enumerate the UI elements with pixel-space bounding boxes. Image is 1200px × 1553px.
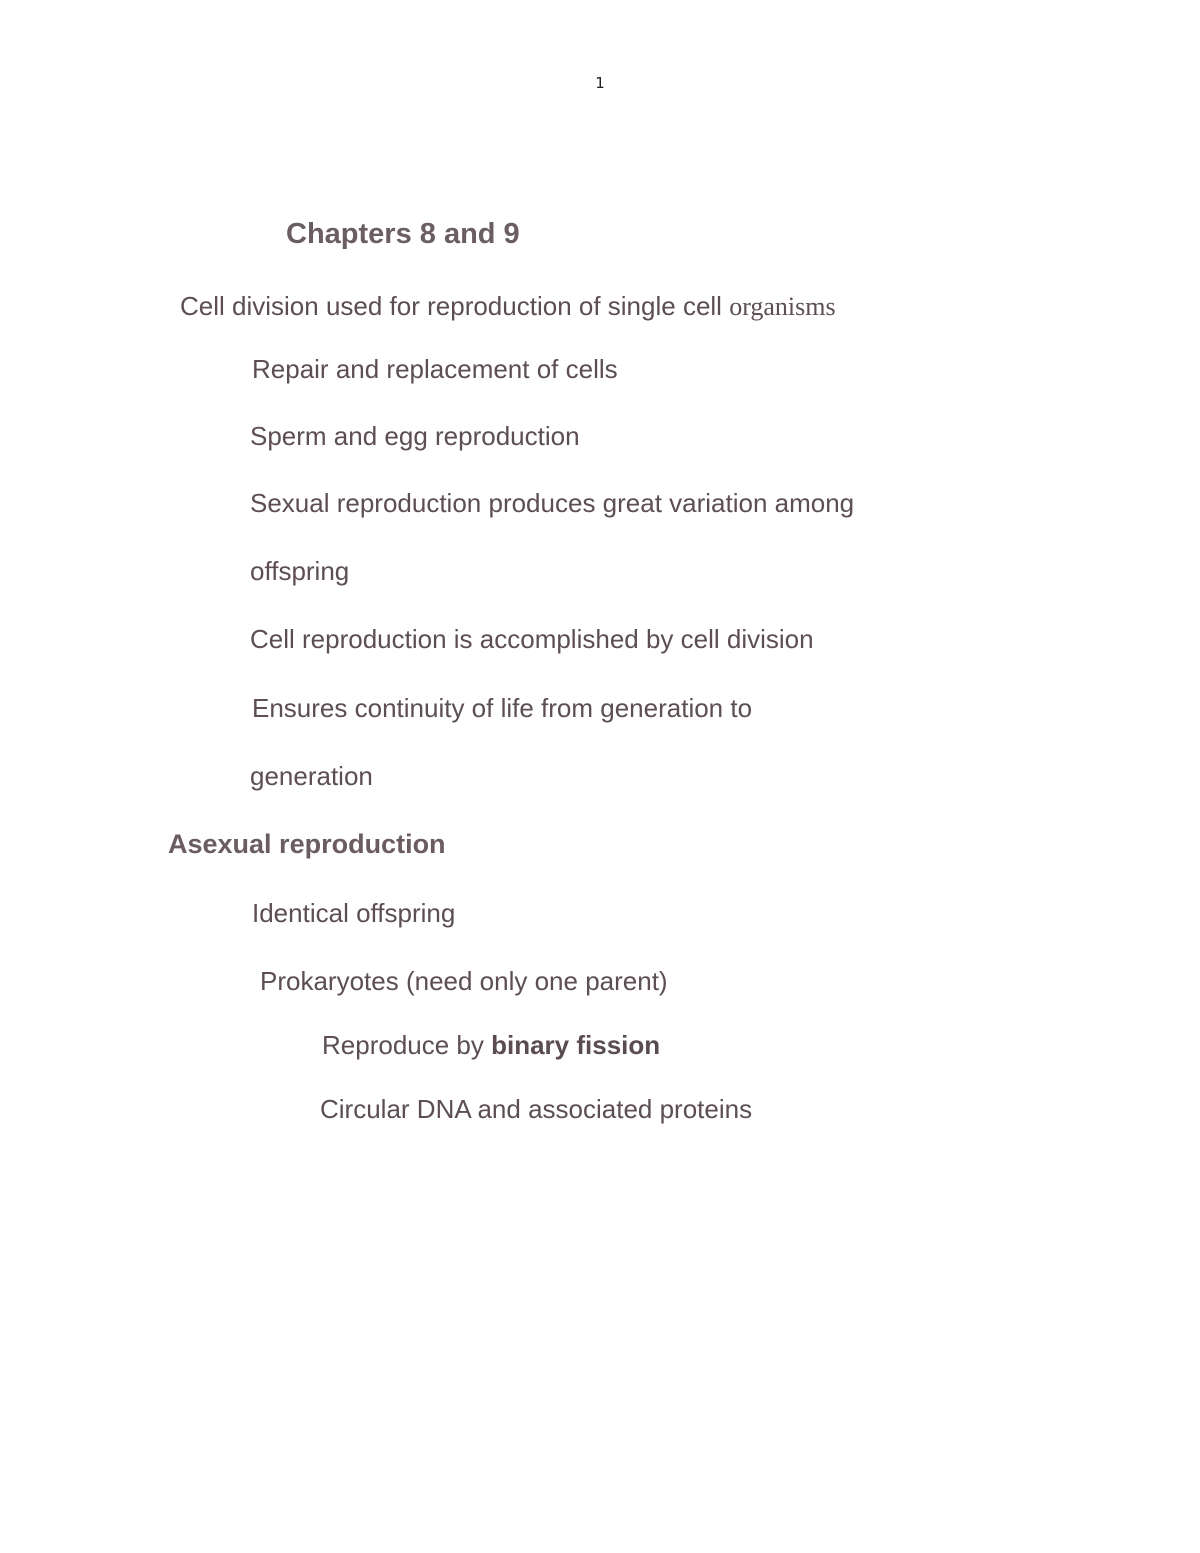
- binary-fission-term: binary fission: [491, 1030, 661, 1060]
- point-cell-division: Cell reproduction is accomplished by cell division: [250, 624, 814, 654]
- point-sperm-egg: Sperm and egg reproduction: [250, 421, 580, 451]
- point-continuity: Ensures continuity of life from generation to: [252, 693, 753, 723]
- item-binary-fission: [322, 1029, 660, 1061]
- point-generation: generation: [250, 761, 373, 791]
- page-number: 1: [595, 74, 605, 92]
- item-prokaryotes: Prokaryotes (need only one parent): [260, 966, 668, 996]
- document-title: Chapters 8 and 9: [286, 218, 520, 250]
- intro-tail: organisms: [729, 292, 836, 321]
- point-sexual-variation: Sexual reproduction produces great variation among: [250, 488, 855, 518]
- intro-line: [180, 290, 836, 323]
- point-offspring: offspring: [250, 556, 350, 586]
- item-identical-offspring: Identical offspring: [252, 898, 456, 928]
- section-heading-asexual: Asexual reproduction: [168, 829, 446, 859]
- intro-text: Cell division used for reproduction of single cell: [180, 291, 730, 321]
- binary-fission-prefix: Reproduce by: [322, 1030, 492, 1060]
- item-circular-dna: Circular DNA and associated proteins: [320, 1094, 753, 1124]
- point-repair: Repair and replacement of cells: [252, 354, 618, 384]
